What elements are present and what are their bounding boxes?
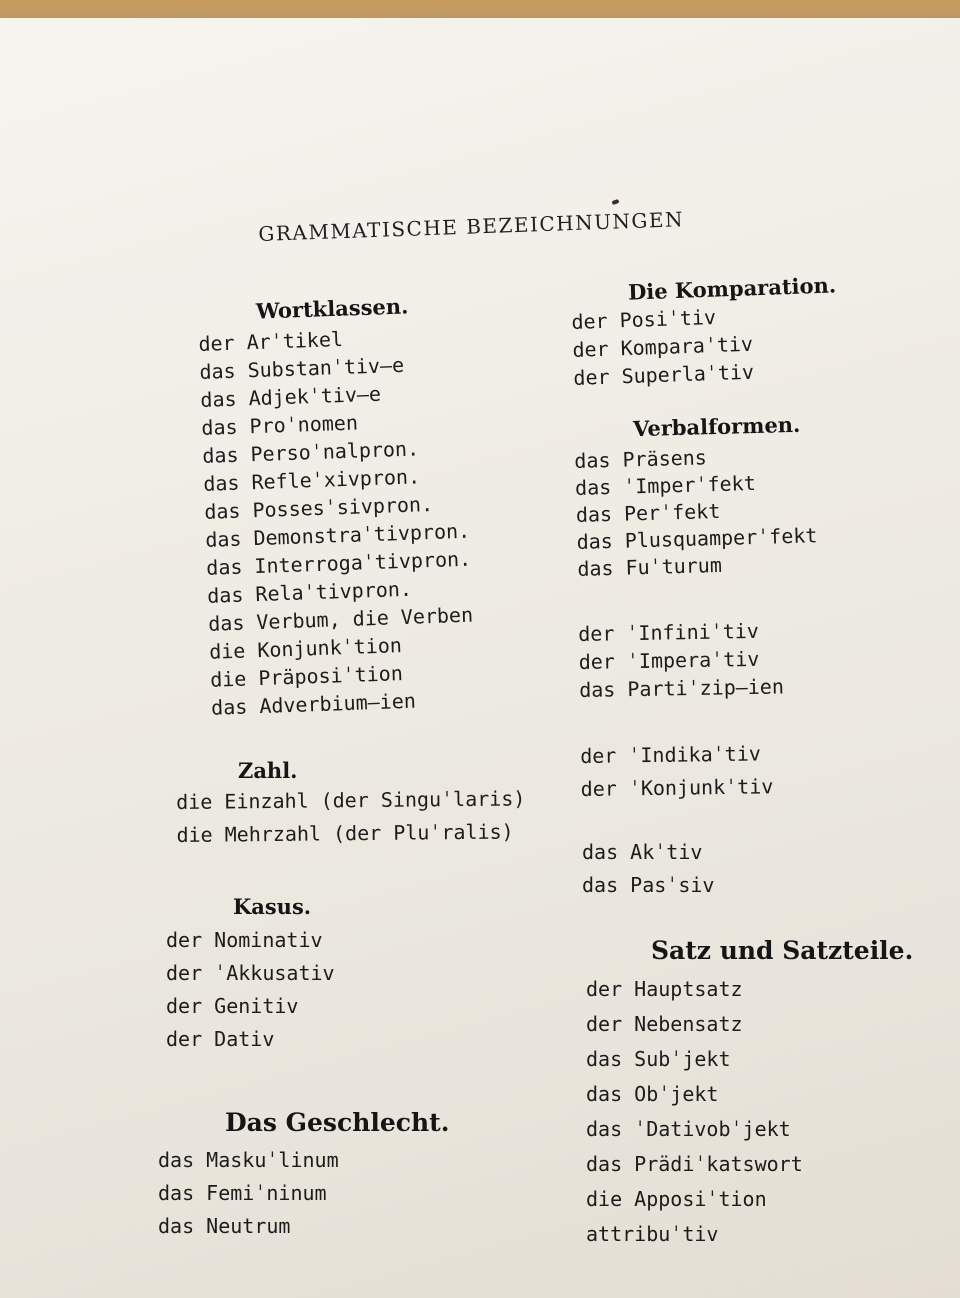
list-item: das Präsens <box>574 445 708 473</box>
genus-list <box>582 836 714 902</box>
list-item: der ˈKonjunkˈtiv <box>580 774 774 801</box>
wortklassen-list <box>198 321 476 722</box>
list-item: das Possesˈsivpron. <box>203 491 434 524</box>
list-item: das Persoˈnalpron. <box>201 436 420 468</box>
list-item: das Prädiˈkatswort <box>586 1152 803 1176</box>
list-item: das Maskuˈlinum <box>158 1148 339 1172</box>
list-item: das Interrogaˈtivpron. <box>205 546 472 580</box>
list-item: der ˈAkkusativ <box>166 961 335 985</box>
list-item: das Subˈjekt <box>586 1047 731 1071</box>
geschlecht-list <box>158 1144 339 1243</box>
list-item: das Refleˈxivpron. <box>202 464 421 496</box>
list-item: das Verbum, die Verben <box>207 602 474 636</box>
list-item: die Konjunkˈtion <box>208 633 403 664</box>
list-item: der Dativ <box>166 1027 275 1051</box>
list-item: das Adverbium—ien <box>210 688 417 720</box>
list-item: das ˈImperˈfekt <box>574 470 757 500</box>
list-item: das Demonstraˈtivpron. <box>204 518 471 552</box>
tempus-list <box>574 441 819 583</box>
list-item: das Fuˈturum <box>577 552 723 581</box>
list-item: der Posiˈtiv <box>571 304 717 334</box>
indikativ-list <box>580 737 774 806</box>
komparation-list <box>571 302 754 392</box>
heading-verbalformen: Verbalformen. <box>632 411 801 442</box>
heading-wortklassen: Wortklassen. <box>255 293 409 324</box>
kasus-list <box>166 924 335 1056</box>
book-page <box>0 18 960 1298</box>
list-item: der Hauptsatz <box>586 977 743 1001</box>
list-item: das Pasˈsiv <box>582 873 715 897</box>
list-item: die Präposiˈtion <box>209 661 404 692</box>
satz-list <box>586 972 803 1252</box>
list-item: die Apposiˈtion <box>586 1187 767 1211</box>
list-item: der Komparaˈtiv <box>572 331 754 362</box>
page-title: GRAMMATISCHE BEZEICHNUNGEN <box>258 207 685 246</box>
list-item: der Nebensatz <box>586 1012 743 1036</box>
list-item: das Partiˈzip—ien <box>579 674 785 702</box>
list-item: attribuˈtiv <box>586 1222 719 1246</box>
list-item: der ˈInfiniˈtiv <box>578 618 760 646</box>
heading-satz: Satz und Satzteile. <box>651 936 914 965</box>
list-item: der Genitiv <box>166 994 299 1018</box>
list-item: das Substanˈtiv—e <box>199 352 405 384</box>
list-item: das Plusquamperˈfekt <box>576 523 818 554</box>
list-item: das Femiˈninum <box>158 1181 327 1205</box>
list-item: die Einzahl (der Singuˈlaris) <box>176 786 526 814</box>
list-item: das Perˈfekt <box>575 498 721 527</box>
zahl-list <box>176 782 526 852</box>
list-item: der Nominativ <box>166 928 323 952</box>
modus-list <box>578 616 784 704</box>
list-item: der ˈIndikaˈtiv <box>580 741 761 768</box>
list-item: der ˈImperaˈtiv <box>578 646 760 674</box>
list-item: der Superlaˈtiv <box>573 359 755 390</box>
heading-kasus: Kasus. <box>233 894 312 919</box>
list-item: das Proˈnomen <box>201 410 359 440</box>
heading-zahl: Zahl. <box>238 758 298 783</box>
heading-komparation: Die Komparation. <box>627 272 837 305</box>
heading-geschlecht: Das Geschlecht. <box>225 1108 450 1137</box>
list-item: das ˈDativobˈjekt <box>586 1117 791 1141</box>
list-item: die Mehrzahl (der Pluˈralis) <box>176 819 514 847</box>
list-item: das Neutrum <box>158 1214 291 1238</box>
list-item: das Akˈtiv <box>582 840 703 864</box>
list-item: das Obˈjekt <box>586 1082 719 1106</box>
list-item: der Arˈtikel <box>198 326 344 356</box>
list-item: das Adjekˈtiv—e <box>200 381 382 412</box>
list-item: das Relaˈtivpron. <box>206 576 413 608</box>
